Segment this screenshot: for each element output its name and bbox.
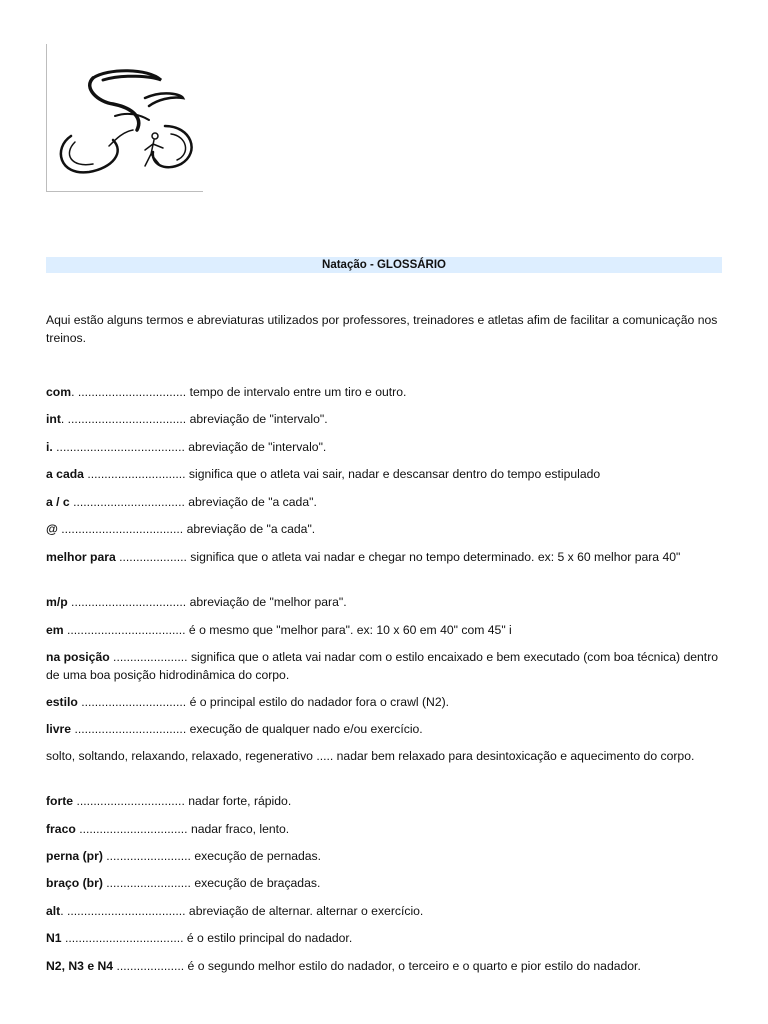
glossary-leader-dots: ................................... xyxy=(61,931,184,945)
glossary-leader-dots: .................... xyxy=(113,959,185,973)
glossary-entry xyxy=(46,593,722,611)
glossary-entry xyxy=(46,792,722,810)
glossary-definition: é o segundo melhor estilo do nadador, o terceiro e o quarto e pior estilo do nadador. xyxy=(184,959,641,973)
glossary-entry xyxy=(46,410,722,428)
glossary-definition: significa que o atleta vai nadar e chegar no tempo determinado. ex: 5 x 60 melhor para 40" xyxy=(186,550,681,564)
glossary-definition: abreviação de "intervalo". xyxy=(186,412,328,426)
glossary-definition: abreviação de "intervalo". xyxy=(184,440,327,454)
intro-paragraph: Aqui estão alguns termos e abreviaturas utilizados por professores, treinadores e atletas afim de facilitar a comunicação nos treinos. xyxy=(46,313,718,345)
glossary-entry xyxy=(46,874,722,892)
glossary-definition: execução de qualquer nado e/ou exercício. xyxy=(186,722,423,736)
glossary-term: perna (pr) xyxy=(46,849,103,863)
glossary-entry xyxy=(46,548,722,566)
glossary-entry xyxy=(46,747,722,765)
glossary-definition: abreviação de "a cada". xyxy=(183,522,316,536)
glossary-entry xyxy=(46,720,722,738)
glossary-term: m/p xyxy=(46,595,68,609)
glossary-entry xyxy=(46,847,722,865)
glossary-term: int xyxy=(46,412,61,426)
glossary-term: @ xyxy=(46,522,58,536)
glossary-leader-dots: ...................................... xyxy=(52,440,185,454)
glossary-leader-dots: . ................................ xyxy=(71,385,187,399)
glossary-definition: nadar fraco, lento. xyxy=(187,822,290,836)
glossary-definition: abreviação de alternar. alternar o exercício. xyxy=(185,904,424,918)
glossary-term: alt xyxy=(46,904,61,918)
glossary-term: forte xyxy=(46,794,74,808)
glossary-leader-dots: ...................... xyxy=(109,650,188,664)
glossary-term: com xyxy=(46,385,72,399)
glossary-definition: execução de pernadas. xyxy=(190,849,322,863)
glossary-leader-dots: .................................. xyxy=(67,595,187,609)
glossary-term: a cada xyxy=(46,467,84,481)
glossary-leader-dots: ................................. xyxy=(71,722,187,736)
glossary-entry xyxy=(46,465,722,483)
glossary-definition: nadar forte, rápido. xyxy=(184,794,292,808)
page-title: Natação - GLOSSÁRIO xyxy=(46,257,722,273)
glossary-term: livre xyxy=(46,722,72,736)
glossary-entry xyxy=(46,438,722,456)
glossary-entry xyxy=(46,383,722,401)
glossary-definition: é o principal estilo do nadador fora o crawl (N2). xyxy=(186,695,450,709)
glossary-entry xyxy=(46,929,722,947)
glossary-entry xyxy=(46,520,722,538)
glossary-term: a / c xyxy=(46,495,70,509)
glossary-definition: é o estilo principal do nadador. xyxy=(183,931,353,945)
glossary-entry xyxy=(46,902,722,920)
glossary-leader-dots: ................................ xyxy=(73,794,185,808)
glossary-leader-dots: ......................... xyxy=(102,849,191,863)
glossary-entry xyxy=(46,621,722,639)
glossary-definition: tempo de intervalo entre um tiro e outro. xyxy=(186,385,407,399)
glossary-entry xyxy=(46,957,722,975)
glossary-entry xyxy=(46,493,722,511)
glossary-entry xyxy=(46,820,722,838)
glossary-term: N1 xyxy=(46,931,62,945)
glossary-leader-dots: . ................................... xyxy=(60,412,187,426)
glossary-entry xyxy=(46,693,722,711)
glossary-definition: solto, soltando, relaxando, relaxado, regenerativo ..... nadar bem relaxado para desintoxicação e aquecimento do corpo. xyxy=(46,749,695,763)
logo-frame xyxy=(46,44,203,192)
glossary-leader-dots: .................... xyxy=(115,550,187,564)
glossary-definition: significa que o atleta vai sair, nadar e descansar dentro do tempo estipulado xyxy=(185,467,601,481)
glossary-leader-dots: .................................... xyxy=(57,522,184,536)
glossary-term: N2, N3 e N4 xyxy=(46,959,114,973)
glossary-definition: execução de braçadas. xyxy=(190,876,321,890)
glossary-term: fraco xyxy=(46,822,76,836)
glossary-leader-dots: ......................... xyxy=(102,876,191,890)
glossary-leader-dots: ................................ xyxy=(75,822,188,836)
glossary-term: braço (br) xyxy=(46,876,103,890)
glossary-definition: abreviação de "a cada". xyxy=(184,495,317,509)
triathlon-logo-icon xyxy=(53,68,197,180)
glossary-leader-dots: . ................................... xyxy=(60,904,186,918)
glossary-term: em xyxy=(46,623,64,637)
glossary-term: estilo xyxy=(46,695,78,709)
glossary-definition: abreviação de "melhor para". xyxy=(186,595,347,609)
glossary-leader-dots: ................................. xyxy=(69,495,185,509)
glossary-definition: significa que o atleta vai nadar com o estilo encaixado e bem executado (com boa técnica) dentro de uma boa posição hidrodinâmica do corpo. xyxy=(46,650,719,682)
glossary-leader-dots: ............................... xyxy=(77,695,187,709)
glossary-leader-dots: ............................. xyxy=(83,467,186,481)
glossary-term: melhor para xyxy=(46,550,116,564)
glossary-entry xyxy=(46,648,722,684)
glossary-term: na posição xyxy=(46,650,110,664)
glossary-definition: é o mesmo que "melhor para". ex: 10 x 60 em 40" com 45" i xyxy=(185,623,512,637)
glossary-leader-dots: ................................... xyxy=(63,623,186,637)
glossary-term: i. xyxy=(46,440,53,454)
